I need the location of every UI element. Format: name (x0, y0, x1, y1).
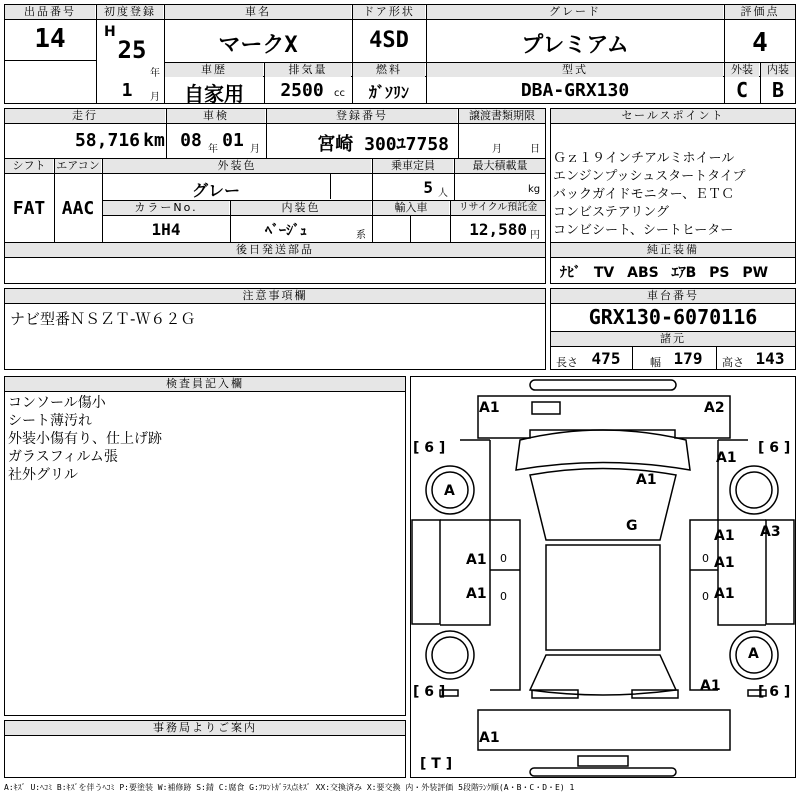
first-reg-month: 1 (121, 80, 133, 101)
later-parts-label: 後日発送部品 (5, 243, 545, 257)
door-mark: 0 (702, 590, 709, 603)
score: 4 (752, 28, 768, 58)
chassis-number: GRX130-6070116 (588, 305, 758, 329)
inspection-year: 08 (180, 130, 202, 151)
door-label: ドア形状 (353, 5, 425, 19)
mark-rear-bumper: A1 (479, 730, 500, 746)
height-label: 高さ (722, 356, 744, 369)
sales-line: バックガイドモニター、ＥＴＣ (553, 187, 735, 202)
load-unit: kg (528, 184, 541, 195)
capacity: 5 (423, 178, 433, 197)
door-mark: 0 (500, 590, 507, 603)
sales-label: セールスポイント (551, 109, 795, 123)
load-label: 最大積載量 (455, 159, 545, 173)
shift: FAT (12, 198, 46, 219)
model-label: 型式 (427, 63, 723, 77)
mark-fender-right: A1 (716, 450, 737, 466)
car-name-label: 車名 (165, 5, 351, 19)
plate-number: 宮崎 300ﾕ7758 (317, 134, 449, 155)
capacity-unit: 人 (438, 188, 448, 199)
equip-ps: PS (709, 265, 730, 281)
notes-text: ナビ型番ＮＳＺＴ-Ｗ６２Ｇ (10, 310, 196, 328)
equipment-list (560, 262, 790, 282)
inspector-label: 検査員記入欄 (5, 377, 405, 391)
era: H (104, 24, 116, 40)
mileage: 58,716 (74, 130, 140, 151)
equip-abs: ABS (627, 265, 659, 281)
notes-label: 注意事項欄 (5, 289, 545, 303)
score-label: 評価点 (725, 5, 795, 19)
body-color: グレー (191, 181, 240, 200)
mark-left-rear-door: A1 (466, 586, 487, 602)
door-type: 4SD (369, 28, 409, 53)
inspection-month: 01 (222, 130, 244, 151)
mark-front-right: A2 (704, 400, 725, 416)
color-no-label: カラーNo. (103, 201, 229, 215)
interior-grade: B (771, 78, 785, 102)
transfer-day-unit: 日 (530, 144, 540, 155)
year-unit: 年 (150, 68, 160, 79)
tire-fr: [ 6 ] (758, 440, 791, 456)
equip-tv: TV (593, 265, 615, 281)
month-unit: 月 (150, 92, 160, 103)
tire-rl: [ 6 ] (413, 684, 446, 700)
displacement-unit: cc (334, 88, 345, 99)
recycle-fee: 12,580 (469, 220, 527, 239)
first-reg-label: 初度登録 (97, 5, 163, 19)
chassis-label: 車台番号 (551, 289, 795, 303)
door-mark: 0 (702, 552, 709, 565)
transfer-label: 譲渡書類期限 (459, 109, 545, 123)
ac-label: エアコン (56, 159, 100, 172)
spare-tire: [ T ] (420, 756, 453, 772)
tire-rr: [ 6 ] (758, 684, 791, 700)
inspector-line: ガラスフィルム張 (8, 449, 118, 465)
lot-label: 出品番号 (5, 5, 95, 19)
mileage-unit: km (143, 130, 165, 151)
inspector-line: 外装小傷有り、仕上げ跡 (8, 431, 162, 447)
car-name: マークX (218, 33, 298, 58)
inspector-line: 社外グリル (8, 467, 78, 483)
mileage-label: 走行 (5, 109, 165, 123)
sales-line: コンビシート、シートヒーター (553, 223, 734, 238)
equip-pw: PW (742, 265, 769, 281)
grade-label: グレード (427, 5, 723, 19)
insp-year-unit: 年 (208, 144, 218, 155)
inspector-line: コンソール傷小 (8, 395, 106, 411)
sales-line: Ｇｚ１９インチアルミホイール (553, 151, 735, 166)
exterior-label: 外装 (725, 63, 759, 77)
equip-airbag: ｴｱB (671, 265, 697, 281)
ac: AAC (61, 198, 95, 219)
history-label: 車歴 (165, 63, 263, 77)
dimensions-label: 諸元 (551, 332, 795, 346)
recycle-label: リサイクル預託金 (451, 201, 545, 215)
mark-right-door: A1 (714, 528, 735, 544)
int-color: ﾍﾞｰｼﾞｭ (265, 223, 307, 239)
int-color-label: 内装色 (231, 201, 371, 215)
history: 自家用 (184, 82, 244, 106)
import-label: 輸入車 (373, 201, 449, 215)
model: DBA-GRX130 (520, 80, 630, 101)
mark-right-door-2: A1 (714, 555, 735, 571)
inspector-notes (8, 394, 162, 484)
first-reg-year: 25 (117, 36, 147, 64)
door-mark: 0 (500, 552, 507, 565)
mark-glass: G (626, 518, 638, 534)
shift-label: シフト (5, 159, 53, 173)
lot-number: 14 (34, 24, 66, 54)
int-color-unit: 系 (356, 230, 366, 241)
fuel: ｶﾞｿﾘﾝ (368, 83, 409, 102)
color-no: 1H4 (151, 220, 181, 239)
sales-line: エンジンプッシュスタートタイプ (553, 169, 746, 184)
width: 179 (673, 349, 703, 368)
displacement: 2500 (280, 80, 324, 101)
tire-fl: [ 6 ] (413, 440, 446, 456)
mark-front-left: A1 (479, 400, 500, 416)
plate-label: 登録番号 (267, 109, 457, 123)
mark-wheel-fl: A (444, 483, 455, 499)
mark-right-rear-door: A1 (714, 586, 735, 602)
equip-navi: ﾅﾋﾞ (560, 265, 581, 281)
sales-line: コンビステアリング (553, 205, 669, 220)
displacement-label: 排気量 (265, 63, 351, 77)
mark-rear-right: A1 (700, 678, 721, 694)
fuel-label: 燃料 (353, 63, 425, 77)
mark-a3: A3 (760, 524, 781, 540)
height: 143 (755, 349, 785, 368)
width-label: 幅 (650, 356, 661, 369)
inspection-label: 車検 (167, 109, 265, 123)
length: 475 (591, 349, 621, 368)
equipment-label: 純正装備 (551, 243, 795, 257)
mark-hood: A1 (636, 472, 657, 488)
color-label: 外装色 (103, 159, 371, 173)
grade: プレミアム (521, 33, 629, 58)
car-diagram (410, 376, 796, 778)
mark-left-door: A1 (466, 552, 487, 568)
legend: A:ｷｽﾞ U:ﾍｺﾐ B:ｷｽﾞを伴うﾍｺﾐ P:要塗装 W:補修跡 S:錆 C:腐食 G:ﾌﾛﾝﾄｶﾞﾗｽ点ｷｽﾞ XX:交換済み X:要交換 内・外装評価 5段階ﾗﾝｸ順(A・B・C・D・E) 1 (4, 783, 575, 792)
exterior-grade: C (735, 78, 749, 102)
mark-wheel-rr: A (748, 646, 759, 662)
recycle-unit: 円 (530, 230, 540, 241)
inspector-line: シート薄汚れ (8, 413, 92, 429)
insp-month-unit: 月 (250, 144, 260, 155)
length-label: 長さ (556, 356, 578, 369)
sales-points (553, 150, 795, 240)
interior-label: 内装 (761, 63, 795, 77)
office-label: 事務局よりご案内 (5, 721, 405, 735)
transfer-month-unit: 月 (492, 144, 502, 155)
capacity-label: 乗車定員 (373, 159, 453, 173)
